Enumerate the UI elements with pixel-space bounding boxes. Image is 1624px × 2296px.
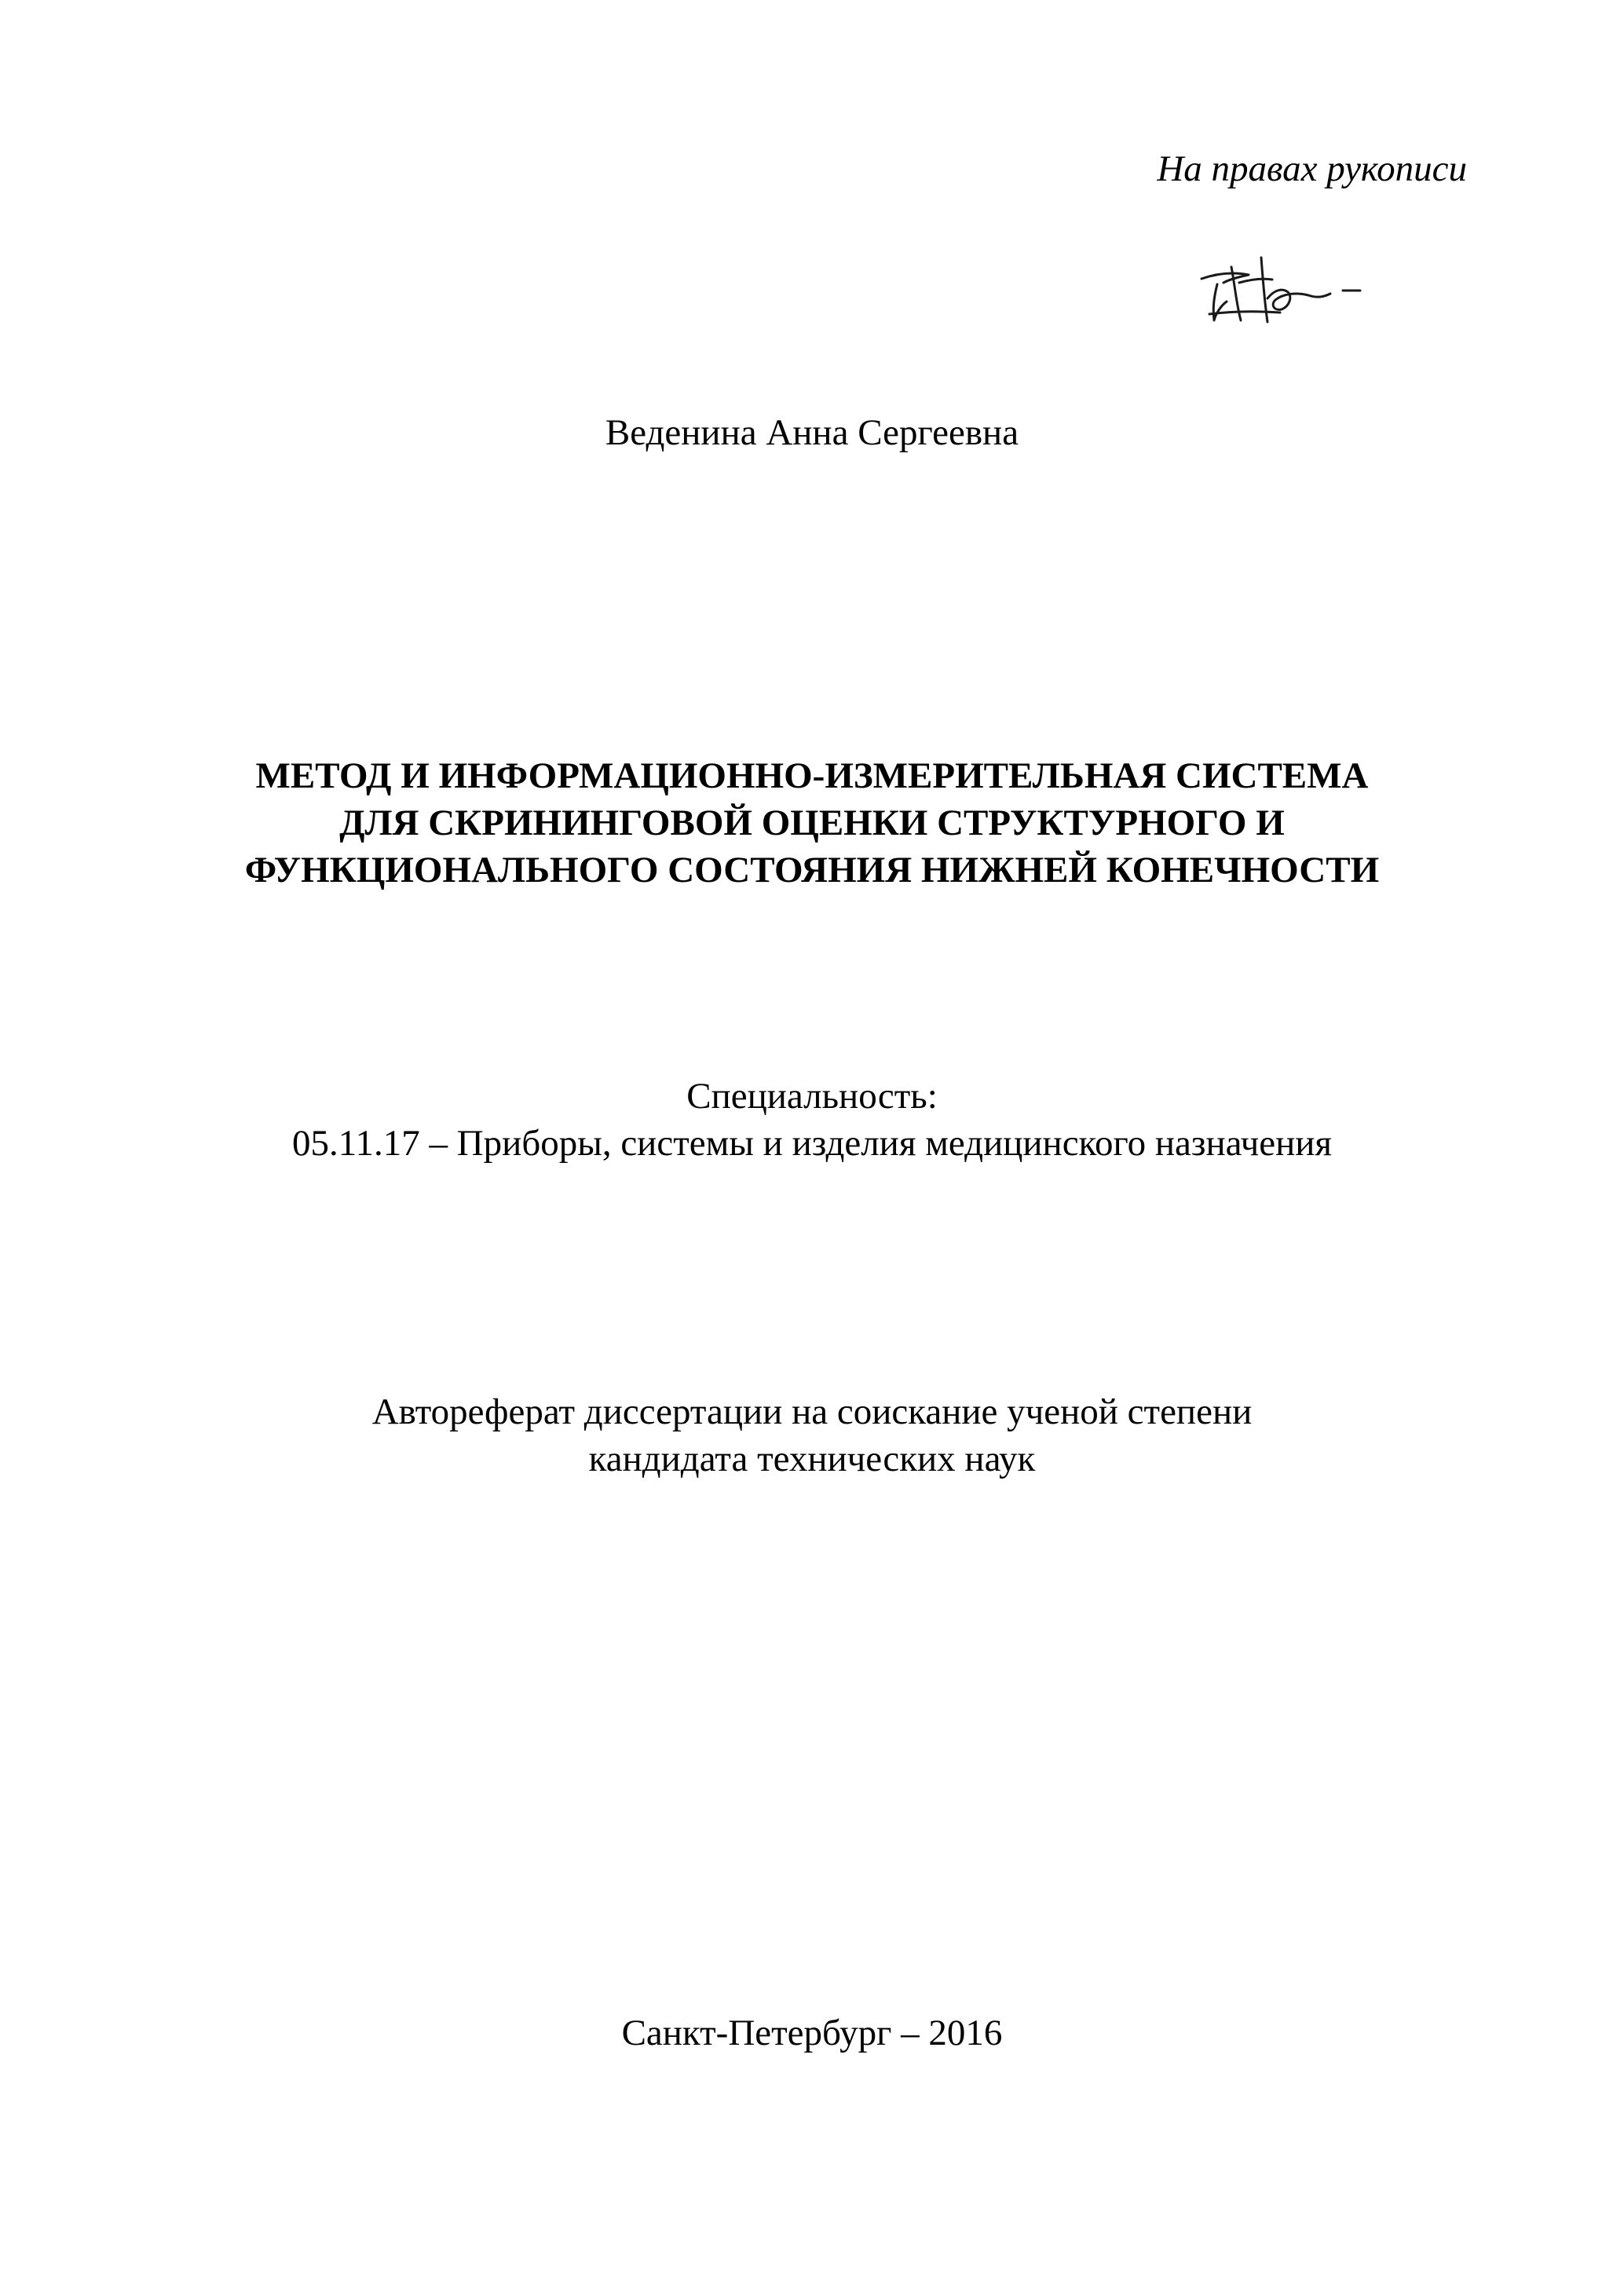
abstract-line-2: кандидата технических наук	[588, 1439, 1036, 1479]
rights-note: На правах рукописи	[1157, 148, 1467, 189]
abstract-line-1: Автореферат диссертации на соискание ученой степени	[371, 1391, 1253, 1432]
title-line-3: ФУНКЦИОНАЛЬНОГО СОСТОЯНИЯ НИЖНЕЙ КОНЕЧНОСТИ	[244, 850, 1380, 890]
abstract-block	[0, 1388, 1624, 1483]
dissertation-title	[0, 752, 1624, 894]
author-name: Веденина Анна Сергеевна	[605, 412, 1019, 453]
place-year: Санкт-Петербург – 2016	[621, 2013, 1003, 2053]
title-line-2: ДЛЯ СКРИНИНГОВОЙ ОЦЕНКИ СТРУКТУРНОГО И	[339, 803, 1285, 843]
specialty-label: Специальность:	[686, 1076, 938, 1117]
specialty-block	[0, 1073, 1624, 1167]
specialty-value: 05.11.17 – Приборы, системы и изделия медицинского назначения	[291, 1123, 1332, 1164]
title-line-1: МЕТОД И ИНФОРМАЦИОННО-ИЗМЕРИТЕЛЬНАЯ СИСТЕМА	[255, 755, 1369, 796]
author-signature	[1186, 236, 1390, 345]
